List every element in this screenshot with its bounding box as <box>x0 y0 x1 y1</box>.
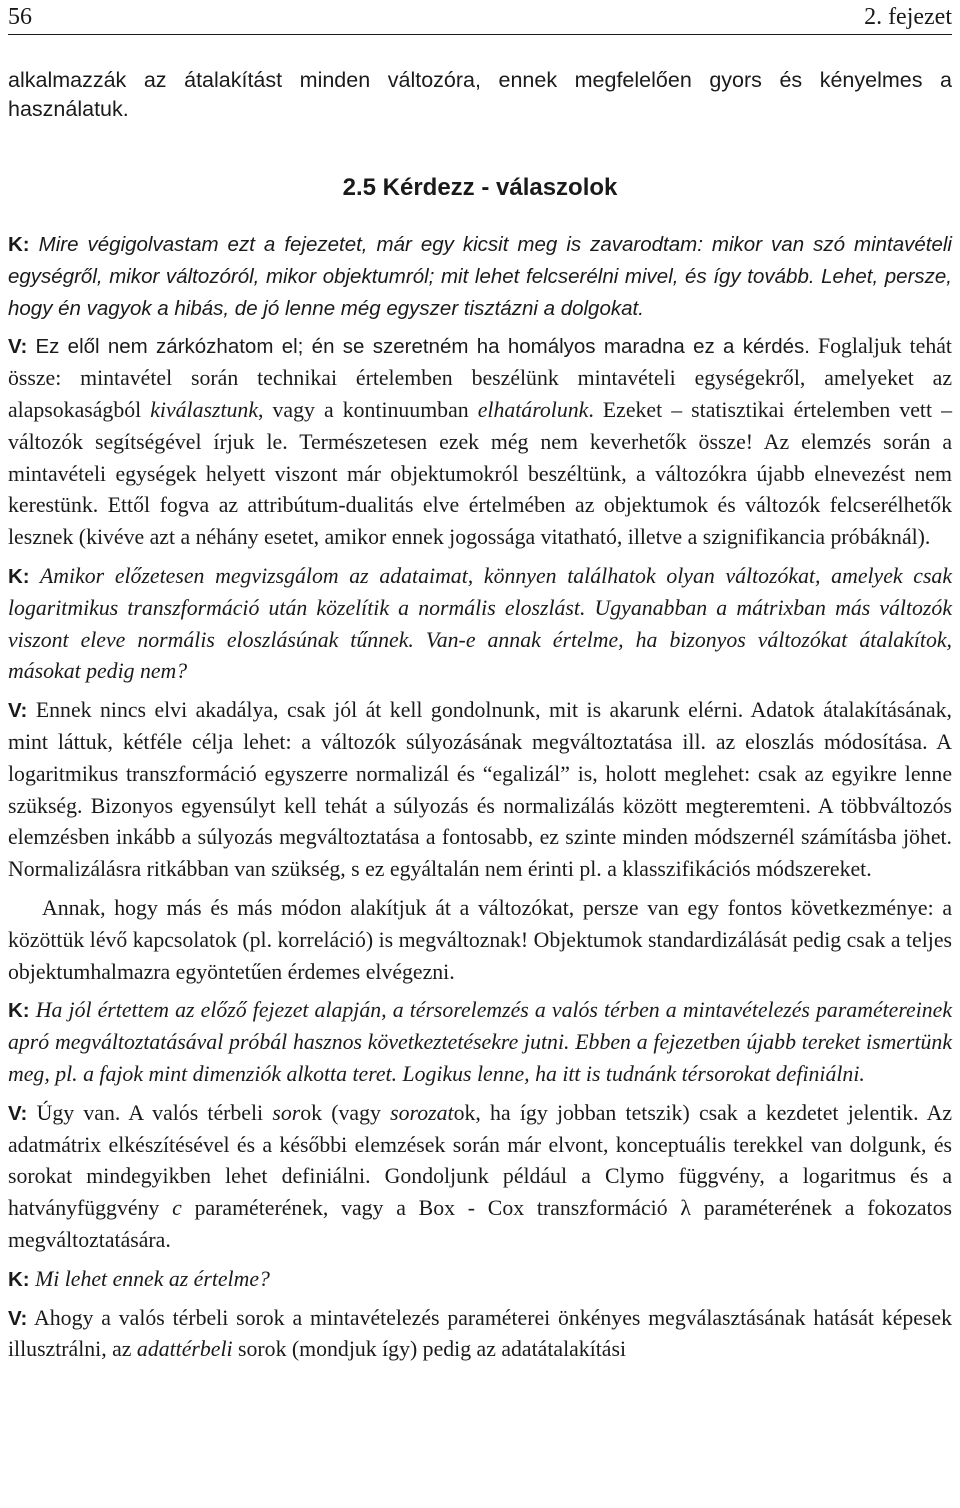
emphasis: elhatárolunk <box>477 397 589 422</box>
answer-3 <box>8 1098 952 1257</box>
question-text: Mi lehet ennek az értelme? <box>35 1266 270 1291</box>
answer-text: Foglaljuk tehát össze: mintavétel során technikai értelemben beszélünk mintavételi egységekről, amelyeket az alapsokaságból <box>8 334 952 422</box>
page-number: 56 <box>8 4 32 30</box>
answer-text: Ahogy a valós térbeli sorok a mintavételezés paraméterei önkényes megválasztásának hatását képesek illusztrálni, az <box>8 1305 952 1362</box>
question-label: K: <box>8 564 30 588</box>
question-4 <box>8 1264 952 1296</box>
answer-text: paraméterének, vagy a Box - Cox transzformáció λ paraméterének a fokozatos megváltoztatására. <box>8 1196 952 1252</box>
question-2 <box>8 561 952 688</box>
answer-text: Úgy van. A valós térbeli <box>36 1100 273 1125</box>
emphasis: sor <box>272 1100 301 1125</box>
question-label: K: <box>8 999 30 1023</box>
answer-label: V: <box>8 1306 28 1330</box>
question-label: K: <box>8 233 30 256</box>
answer-label: V: <box>8 1101 28 1125</box>
answer-label: V: <box>8 699 28 723</box>
answer-text: . Ezeket – statisztikai értelemben vett – változók segítségével írjuk le. Természetesen ezek még nem keverhetők össze! Az elemzés során a mintavételi egységek helyett viszont már objektumokról beszéltünk, a változókra újabb elnevezést nem kerestünk. Ettől fogva az attribútum-dualitás elve értelmében az objektumok és változók felcserélhetők lesznek (kivéve azt a néhány esetet, amikor ennek jogossága vitatható, illetve a szignifikancia próbáknál). <box>8 397 953 550</box>
answer-text: ok, ha így jobban tetszik) csak a kezdetet jelentik. Az adatmátrix elkészítésével és a későbbi elemzések során már elvont, konceptuális terekkel van dolgunk, és sorokat mindegyikben lehet definiálni. Gondoljunk például a Clymo függvény, a logaritmus és a hatványfüggvény <box>8 1100 952 1221</box>
answer-2 <box>8 695 952 886</box>
page-header <box>8 2 952 34</box>
header-rule <box>8 34 952 35</box>
emphasis: adattérbeli <box>136 1337 233 1362</box>
answer-label: V: <box>8 335 28 359</box>
running-chapter-title: 2. fejezet <box>864 4 952 30</box>
intro-paragraph: alkalmazzák az átalakítást minden változóra, ennek megfelelően gyors és kényelmes a használatuk. <box>8 68 952 121</box>
answer-2-continuation: Annak, hogy más és más módon alakítjuk át a változókat, persze van egy fontos következménye: a közöttük lévő kapcsolatok (pl. korreláció) is megváltoznak! Objektumok standardizálását pedig csak a teljes objektumhalmazra egyöntetűen érdemes elvégezni. <box>8 895 952 984</box>
question-3 <box>8 995 952 1090</box>
answer-4 <box>8 1303 952 1367</box>
answer-text: ok (vagy <box>300 1100 391 1125</box>
emphasis: sorozat <box>390 1100 454 1125</box>
section-title: 2.5 Kérdezz - válaszolok <box>342 174 618 201</box>
emphasis: kiválasztunk <box>150 397 258 422</box>
answer-text: Ennek nincs elvi akadálya, csak jól át kell gondolnunk, mit is akarunk elérni. Adatok átalakításának, mint láttuk, kétféle célja lehet: a változók súlyozásának megváltoztatása ill. az eloszlás módosítása. A logaritmikus transzformáció egyszerre normalizál és “egalizál” is, holott meglehet: csak az egyikre lenne szükség. Bizonyos egyensúlyt kell tehát a súlyozás és normalizálás között megteremteni. A többváltozós elemzésben inkább a súlyozás megváltoztatása a fontosabb, ez szinte minden módszernél számításba jöhet. Normalizálásra ritkábban van szükség, s ez egyáltalán nem érinti pl. a klasszifikációs módszereket. <box>8 698 953 882</box>
emphasis: c <box>172 1196 182 1221</box>
answer-1 <box>8 331 952 554</box>
answer-text: sorok (mondjuk így) pedig az adatátalakítási <box>232 1337 627 1362</box>
qa-section <box>8 229 952 1373</box>
answer-text-sans: Ez elől nem zárkózhatom el; én se szeretném ha homályos maradna ez a kérdés. <box>35 335 810 359</box>
question-text: Amikor előzetesen megvizsgálom az adataimat, könnyen találhatok olyan változókat, amelyek csak logaritmikus transzformáció után közelítik a normális eloszlást. Ugyanabban a mátrixban más változók viszont eleve normális eloszlásúnak tűnnek. Van-e annak értelme, ha bizonyos változókat átalakítok, másokat pedig nem? <box>8 563 953 684</box>
answer-text: , vagy a kontinuumban <box>258 397 478 422</box>
question-text: Mire végigolvastam ezt a fejezetet, már egy kicsit meg is zavarodtam: mikor van szó mintavételi egységről, mikor változóról, mikor objektumról; mit lehet felcserélni mivel, és így tovább. Lehet, persze, hogy én vagyok a hibás, de jó lenne még egyszer tisztázni a dolgokat. <box>8 233 952 320</box>
question-1 <box>8 229 952 324</box>
question-text: Ha jól értettem az előző fejezet alapján, a térsorelemzés a valós térben a mintavételezés paramétereinek apró megváltoztatásával próbál hasznos következtetésekre jutni. Ebben a fejezetben újabb tereket ismertünk meg, pl. a fajok mint dimenziók alkotta teret. Logikus lenne, ha itt is tudnánk térsorokat definiálni. <box>8 998 952 1086</box>
question-label: K: <box>8 1267 30 1291</box>
